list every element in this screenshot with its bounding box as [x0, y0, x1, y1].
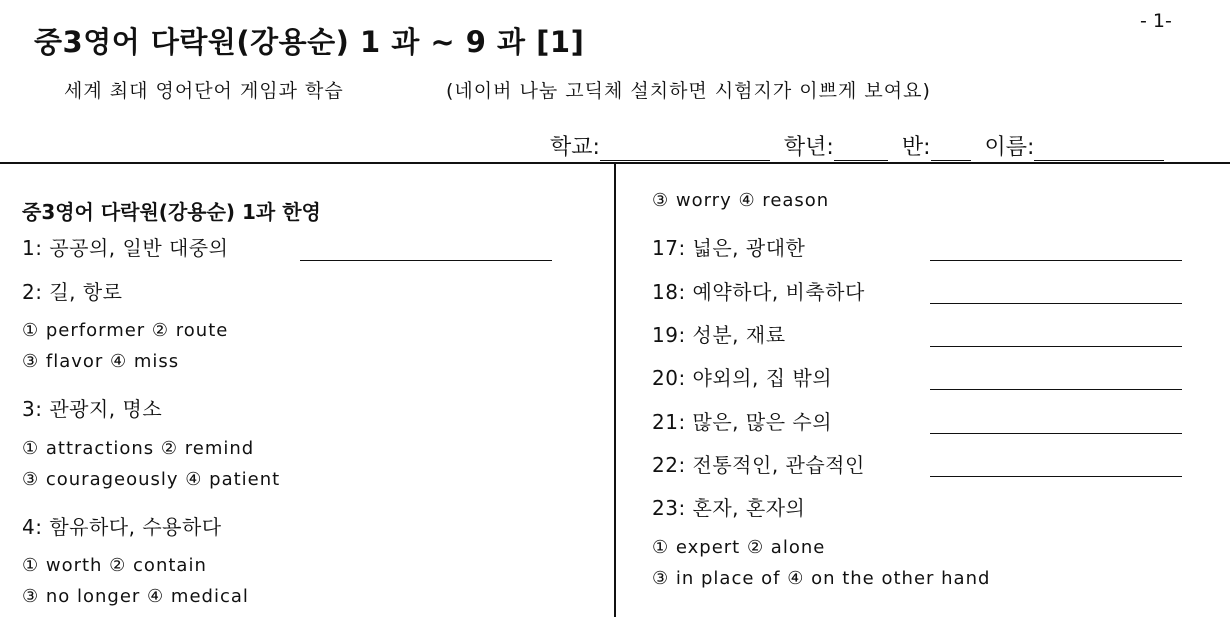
school-blank: [600, 138, 770, 161]
grade-blank: [834, 138, 888, 161]
question-2: 2: 길, 항로: [22, 280, 123, 304]
question-4: 4: 함유하다, 수용하다: [22, 515, 222, 539]
question-23-choices-a: ① expert ② alone: [652, 537, 826, 558]
grade-label: 학년:: [783, 135, 834, 160]
font-note: (네이버 나눔 고딕체 설치하면 시험지가 이쁘게 보여요): [446, 80, 931, 102]
question-18: 18: 예약하다, 비축하다: [652, 280, 865, 304]
question-1: 1: 공공의, 일반 대중의: [22, 236, 229, 260]
answer-line-17: [930, 260, 1182, 261]
answer-line-20: [930, 389, 1182, 390]
name-blank: [1034, 138, 1164, 161]
name-label: 이름:: [984, 135, 1035, 160]
page-title: 중3영어 다락원(강용순) 1 과 ~ 9 과 [1]: [34, 25, 585, 59]
page-number: - 1-: [1140, 10, 1172, 32]
answer-line-19: [930, 346, 1182, 347]
class-label: 반:: [901, 135, 931, 160]
answer-line-21: [930, 433, 1182, 434]
school-label: 학교:: [550, 135, 600, 160]
answer-line-1: [300, 260, 552, 261]
question-3-choices-a: ① attractions ② remind: [22, 438, 255, 459]
question-16-choices-b: ③ worry ④ reason: [652, 190, 830, 211]
answer-line-18: [930, 303, 1182, 304]
question-4-choices-a: ① worth ② contain: [22, 555, 207, 576]
column-divider: [614, 163, 616, 617]
question-4-choices-b: ③ no longer ④ medical: [22, 586, 249, 607]
section-title: 중3영어 다락원(강용순) 1과 한영: [22, 200, 321, 224]
question-23: 23: 혼자, 혼자의: [652, 496, 806, 520]
question-17: 17: 넓은, 광대한: [652, 236, 806, 260]
question-23-choices-b: ③ in place of ④ on the other hand: [652, 568, 991, 589]
question-2-choices-a: ① performer ② route: [22, 320, 229, 341]
question-21: 21: 많은, 많은 수의: [652, 410, 833, 434]
question-22: 22: 전통적인, 관습적인: [652, 453, 865, 477]
student-info: [550, 130, 1164, 161]
question-20: 20: 야외의, 집 밖의: [652, 366, 833, 390]
question-19: 19: 성분, 재료: [652, 323, 786, 347]
answer-line-22: [930, 476, 1182, 477]
subtitle: 세계 최대 영어단어 게임과 학습: [64, 80, 344, 102]
class-blank: [931, 138, 971, 161]
question-3: 3: 관광지, 명소: [22, 397, 163, 421]
question-3-choices-b: ③ courageously ④ patient: [22, 469, 281, 490]
question-2-choices-b: ③ flavor ④ miss: [22, 351, 180, 372]
